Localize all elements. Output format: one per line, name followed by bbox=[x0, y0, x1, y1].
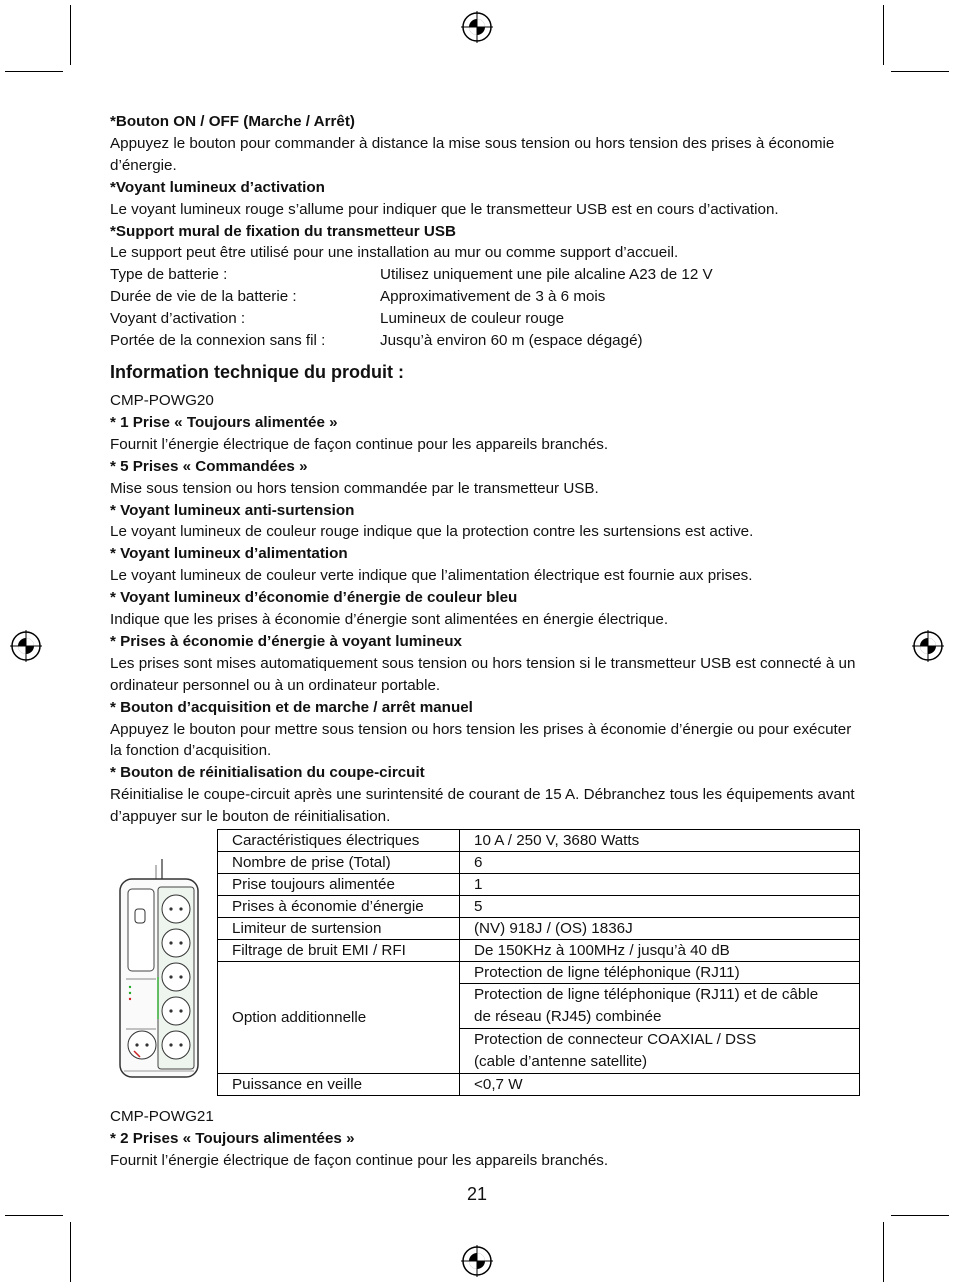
registration-mark-icon bbox=[461, 11, 493, 43]
table-cell-value: 1 bbox=[460, 874, 860, 896]
wall-mount-text: Le support peut être utilisé pour une installation au mur ou comme support d’accueil. bbox=[110, 244, 679, 262]
table-cell-label: Filtrage de bruit EMI / RFI bbox=[218, 940, 460, 962]
table-cell-value: 5 bbox=[460, 896, 860, 918]
table-row bbox=[218, 1074, 860, 1096]
feature-text: Le voyant lumineux de couleur verte indique que l’alimentation électrique est fournie aux prises. bbox=[110, 567, 753, 585]
spec-value: Jusqu’à environ 60 m (espace dégagé) bbox=[380, 332, 643, 350]
page-number: 21 bbox=[466, 1184, 488, 1204]
table-cell-value: 6 bbox=[460, 852, 860, 874]
section-title: Information technique du produit : bbox=[110, 361, 404, 382]
table-row bbox=[218, 962, 860, 984]
table-cell-label: Puissance en veille bbox=[218, 1074, 460, 1096]
spec-value: Lumineux de couleur rouge bbox=[380, 310, 565, 328]
table-cell-label: Caractéristiques électriques bbox=[218, 830, 460, 852]
activation-led-title: *Voyant lumineux d’activation bbox=[110, 178, 325, 196]
registration-mark-icon bbox=[912, 630, 944, 662]
crop-mark bbox=[891, 1215, 949, 1216]
option-line: Protection de ligne téléphonique (RJ11) et de câble bbox=[474, 986, 819, 1004]
wall-mount-title: *Support mural de fixation du transmetteur USB bbox=[110, 222, 456, 240]
table-cell-value: (NV) 918J / (OS) 1836J bbox=[460, 918, 860, 940]
table-row bbox=[218, 852, 860, 874]
feature-text: Mise sous tension ou hors tension commandée par le transmetteur USB. bbox=[110, 479, 599, 497]
activation-led-text: Le voyant lumineux rouge s’allume pour indiquer que le transmetteur USB est en cours d’activation. bbox=[110, 200, 779, 218]
table-cell-label: Prises à économie d’énergie bbox=[218, 896, 460, 918]
crop-mark bbox=[5, 1215, 63, 1216]
feature-title: * Voyant lumineux d’économie d’énergie de couleur bleu bbox=[110, 589, 518, 607]
option-line: de réseau (RJ45) combinée bbox=[474, 1008, 662, 1026]
spec-row bbox=[110, 308, 862, 330]
table-row bbox=[218, 896, 860, 918]
table-row bbox=[218, 874, 860, 896]
page-content bbox=[110, 111, 862, 1172]
feature-text: Appuyez le bouton pour mettre sous tension ou hors tension les prises à économie d’énergie ou pour exécuter la fonction d’acquisition. bbox=[110, 720, 852, 760]
option-line: Protection de connecteur COAXIAL / DSS bbox=[474, 1031, 757, 1049]
table-row bbox=[218, 830, 860, 852]
table-cell-value: De 150KHz à 100MHz / jusqu’à 40 dB bbox=[460, 940, 860, 962]
onoff-text: Appuyez le bouton pour commander à distance la mise sous tension ou hors tension des prises à économie d’énergie. bbox=[110, 134, 835, 174]
model-number: CMP-POWG21 bbox=[110, 1108, 214, 1126]
table-cell-label: Prise toujours alimentée bbox=[218, 874, 460, 896]
table-cell-value: <0,7 W bbox=[460, 1074, 860, 1096]
spec-value: Approximativement de 3 à 6 mois bbox=[380, 288, 606, 306]
table-cell-label: Limiteur de surtension bbox=[218, 918, 460, 940]
registration-mark-icon bbox=[461, 1245, 493, 1277]
feature-text: Réinitialise le coupe-circuit après une surintensité de courant de 15 A. Débranchez tous les équipements avant d’appuyer sur le bouton de réinitialisation. bbox=[110, 786, 855, 826]
table-cell-value: 10 A / 250 V, 3680 Watts bbox=[460, 830, 860, 852]
feature-title: * Prises à économie d’énergie à voyant lumineux bbox=[110, 632, 462, 650]
registration-mark-icon bbox=[10, 630, 42, 662]
spec-label: Portée de la connexion sans fil : bbox=[110, 332, 326, 350]
spec-table bbox=[217, 829, 860, 1096]
power-strip-image bbox=[112, 859, 202, 1081]
crop-mark bbox=[5, 71, 63, 72]
spec-label: Type de batterie : bbox=[110, 266, 228, 284]
spec-label: Durée de vie de la batterie : bbox=[110, 288, 297, 306]
spec-value: Utilisez uniquement une pile alcaline A23 de 12 V bbox=[380, 266, 713, 284]
table-cell-value: Protection de ligne téléphonique (RJ11) bbox=[460, 962, 860, 984]
option-line: (cable d’antenne satellite) bbox=[474, 1053, 648, 1071]
model-number: CMP-POWG20 bbox=[110, 391, 214, 409]
feature-title: * 5 Prises « Commandées » bbox=[110, 457, 308, 475]
table-row bbox=[218, 940, 860, 962]
table-row bbox=[218, 918, 860, 940]
feature-text: Fournit l’énergie électrique de façon continue pour les appareils branchés. bbox=[110, 435, 609, 453]
feature-title: * Bouton de réinitialisation du coupe-circuit bbox=[110, 764, 425, 782]
spec-table-block bbox=[110, 829, 862, 1105]
feature-title: * 1 Prise « Toujours alimentée » bbox=[110, 413, 338, 431]
feature-title: * Voyant lumineux anti-surtension bbox=[110, 501, 355, 519]
spec-row bbox=[110, 330, 862, 352]
feature-title: * Voyant lumineux d’alimentation bbox=[110, 545, 348, 563]
feature-title: * 2 Prises « Toujours alimentées » bbox=[110, 1130, 355, 1147]
crop-mark bbox=[70, 1222, 71, 1282]
onoff-title: *Bouton ON / OFF (Marche / Arrêt) bbox=[110, 113, 355, 130]
table-cell-label: Nombre de prise (Total) bbox=[218, 852, 460, 874]
spec-row bbox=[110, 286, 862, 308]
feature-text: Indique que les prises à économie d’énergie sont alimentées en énergie électrique. bbox=[110, 611, 669, 629]
crop-mark bbox=[883, 1222, 884, 1282]
feature-text: Fournit l’énergie électrique de façon continue pour les appareils branchés. bbox=[110, 1151, 609, 1169]
table-cell-value bbox=[460, 1029, 860, 1074]
feature-text: Le voyant lumineux de couleur rouge indique que la protection contre les surtensions est active. bbox=[110, 523, 754, 541]
crop-mark bbox=[883, 5, 884, 65]
spec-label: Voyant d’activation : bbox=[110, 310, 246, 328]
feature-title: * Bouton d’acquisition et de marche / arrêt manuel bbox=[110, 698, 473, 716]
table-cell-value bbox=[460, 984, 860, 1029]
crop-mark bbox=[70, 5, 71, 65]
feature-text: Les prises sont mises automatiquement sous tension ou hors tension si le transmetteur USB est connecté à un ordinateur personnel ou à un ordinateur portable. bbox=[110, 654, 856, 694]
crop-mark bbox=[891, 71, 949, 72]
table-cell-label: Option additionnelle bbox=[218, 962, 460, 1074]
spec-row bbox=[110, 264, 862, 286]
